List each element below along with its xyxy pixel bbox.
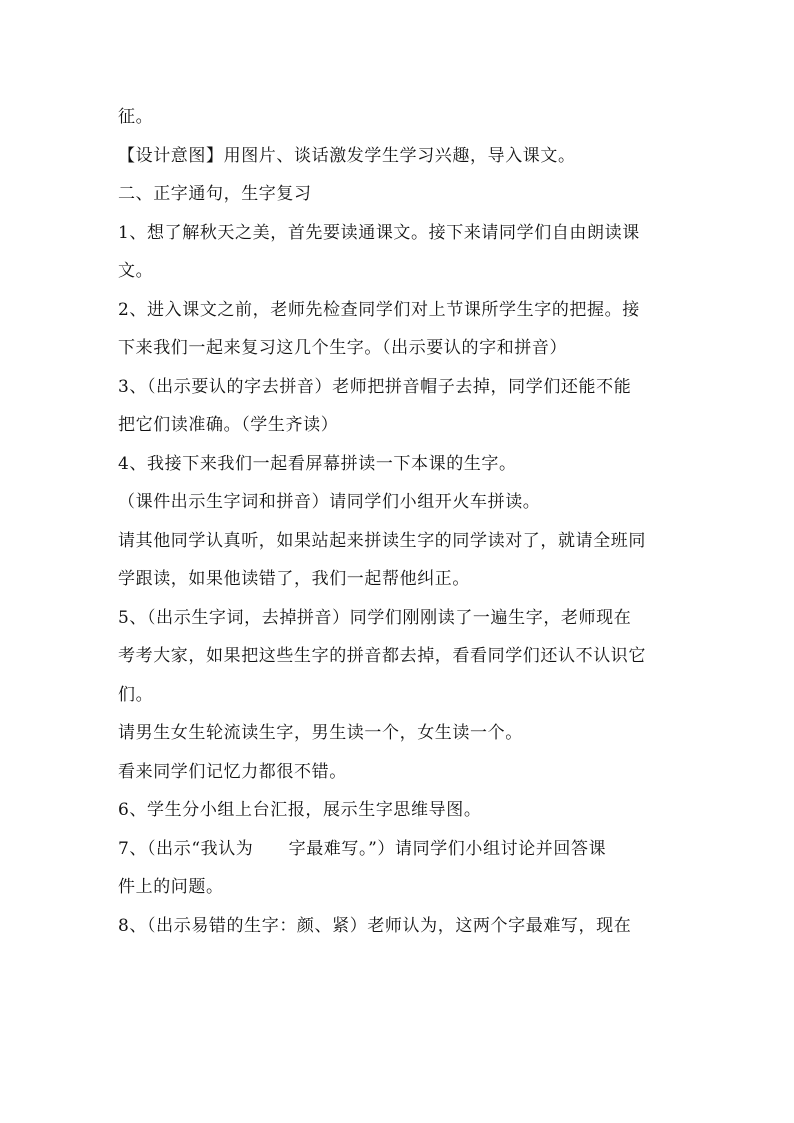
- text-line: 们。: [118, 684, 154, 705]
- document-body: [118, 98, 678, 945]
- text-line: 请其他同学认真听，如果站起来拼读生字的同学读对了，就请全班同: [118, 530, 646, 551]
- text-line: 1、想了解秋天之美，首先要读通课文。接下来请同学们自由朗读课: [118, 222, 640, 243]
- text-line: 看来同学们记忆力都很不错。: [118, 761, 347, 782]
- text-line: 3、（出示要认的字去拼音）老师把拼音帽子去掉，同学们还能不能: [118, 376, 632, 397]
- section-heading: 二、正字通句，生字复习: [118, 184, 312, 204]
- text-line: （课件出示生字词和拼音）请同学们小组开火车拼读。: [118, 492, 541, 512]
- text-line: 征。: [118, 107, 154, 127]
- text-line: 把它们读准确。（学生齐读）: [118, 415, 339, 435]
- text-line: 8、（出示易错的生字：颜、紧）老师认为，这两个字最难写，现在: [118, 915, 632, 936]
- text-line: 下来我们一起来复习这几个生字。（出示要认的字和拼音）: [118, 338, 568, 358]
- text-line: 5、（出示生字词，去掉拼音）同学们刚刚读了一遍生字，老师现在: [118, 607, 632, 628]
- text-line: 考考大家，如果把这些生字的拼音都去掉，看看同学们还认不认识它: [118, 646, 646, 666]
- text-line: 7、（出示“我认为 字最难写。”）请同学们小组讨论并回答课: [118, 838, 607, 859]
- text-line: 请男生女生轮流读生字，男生读一个，女生读一个。: [118, 723, 523, 743]
- text-line: 2、进入课文之前，老师先检查同学们对上节课所学生字的把握。接: [118, 299, 640, 320]
- text-line: 件上的问题。: [118, 877, 224, 897]
- text-line: 文。: [118, 261, 154, 281]
- text-line: 学跟读，如果他读错了，我们一起帮他纠正。: [118, 569, 470, 589]
- text-line: 4、我接下来我们一起看屏幕拼读一下本课的生字。: [118, 453, 517, 474]
- text-line: 6、学生分小组上台汇报，展示生字思维导图。: [118, 800, 482, 820]
- text-line: 【设计意图】用图片、谈话激发学生学习兴趣，导入课文。: [118, 145, 576, 166]
